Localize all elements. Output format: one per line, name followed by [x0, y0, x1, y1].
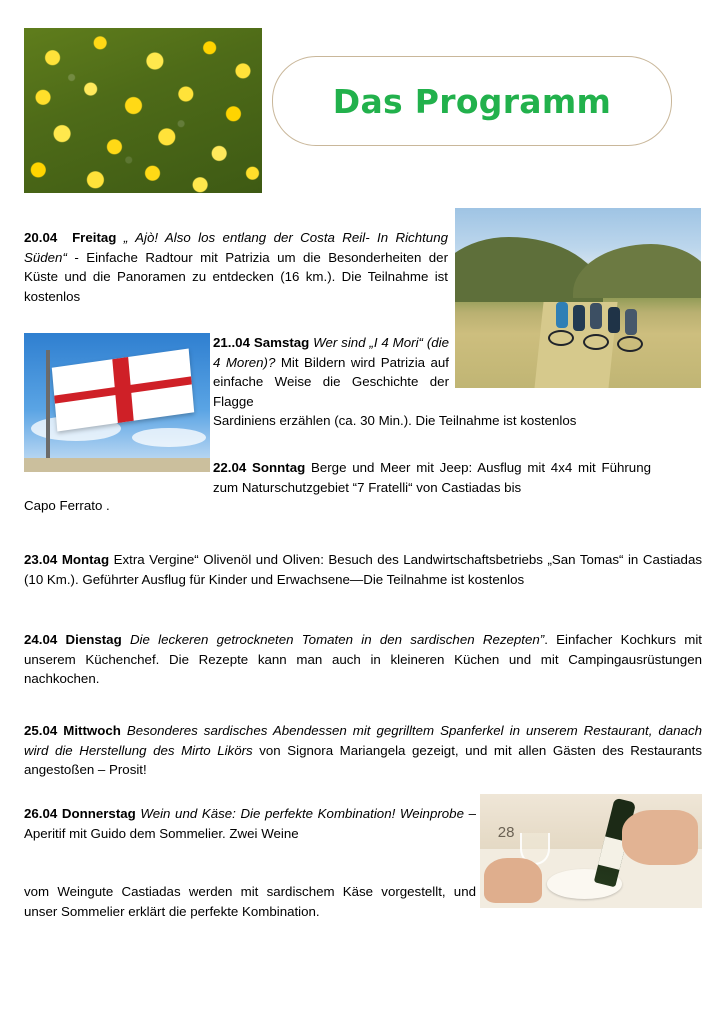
entry-date: 25.04: [24, 723, 58, 738]
entry-body: – Aperitif mit Guido dem Sommelier. Zwei Weine: [24, 806, 476, 841]
program-entry-2204-continued: [24, 496, 652, 516]
entry-body: von Signora Mariangela gezeigt, und mit allen Gästen des Restaurants angestoßen – Prosit!: [24, 742, 702, 777]
entry-weekday: Sonntag: [252, 460, 306, 475]
program-entry-2004: [24, 228, 448, 306]
program-entry-2504: [24, 721, 702, 780]
cyclist-figure: [625, 309, 637, 335]
entry-weekday: Dienstag: [65, 632, 122, 647]
flag-banner: [52, 349, 194, 432]
entry-weekday: Mittwoch: [63, 723, 121, 738]
entry-weekday: Donnerstag: [61, 806, 136, 821]
yellow-flowers-field-photo: [24, 28, 262, 193]
program-entry-2604-continued: [24, 882, 476, 921]
entry-quote: Wer sind „I 4 Mori“ (die 4 Moren)?: [213, 335, 449, 370]
flag-image-body: [24, 333, 210, 472]
cyclist-figure: [608, 307, 620, 333]
program-entry-2104-continued: [213, 411, 651, 431]
entry-date: 21..04: [213, 335, 250, 350]
hill-shape-secondary: [573, 244, 701, 298]
entry-weekday: Samstag: [253, 335, 310, 350]
entry-body-continued: Capo Ferrato .: [24, 498, 110, 513]
flag-pole: [46, 350, 50, 461]
wine-tasting-photo: [480, 794, 702, 908]
program-entry-2304: [24, 550, 702, 589]
entry-quote: „ Ajò! Also los entlang der Costa Reil- In Richtung Süden“: [24, 230, 448, 265]
table-number-label: 28: [497, 823, 515, 841]
cloud-shape: [132, 428, 206, 447]
cyclists-image-body: [455, 208, 701, 388]
entry-weekday: Montag: [61, 552, 110, 567]
entry-date: 23.04: [24, 552, 58, 567]
page-title: Das Programm: [332, 81, 612, 121]
entry-body-continued: Sardiniens erzählen (ca. 30 Min.). Die Teilnahme ist kostenlos: [213, 413, 577, 428]
page-title-container: [272, 56, 672, 146]
entry-body: Mit Bildern wird Patrizia auf einfache Weise die Geschichte der Flagge: [213, 354, 449, 409]
program-entry-2104: [213, 333, 449, 411]
program-entry-2404: [24, 630, 702, 689]
wine-image-body: [480, 794, 702, 908]
cyclist-figure: [590, 303, 602, 329]
hand-shape: [622, 810, 697, 865]
entry-body-continued: vom Weingute Castiadas werden mit sardischem Käse vorgestellt, und unser Sommelier erklärt die perfekte Kombination.: [24, 884, 476, 919]
program-entry-2204: [213, 458, 651, 497]
hand-shape-secondary: [484, 858, 542, 904]
entry-date: 22.04: [213, 460, 247, 475]
program-entry-2604: [24, 804, 476, 843]
entry-date: 24.04: [24, 632, 58, 647]
cyclists-group-photo: [455, 208, 701, 388]
sardinia-flag-photo: [24, 333, 210, 472]
entry-quote: Die leckeren getrockneten Tomaten in den sardischen Rezepten”: [129, 632, 545, 647]
bicycle-shape: [583, 334, 609, 350]
entry-quote: Wein und Käse: Die perfekte Kombination! Weinprobe: [140, 806, 464, 821]
flowers-image-body: [24, 28, 262, 193]
entry-weekday: Freitag: [72, 230, 117, 245]
entry-body: . Einfacher Kochkurs mit unserem Küchenchef. Die Rezepte kann man auch in kleineren Küchen und mit Campingausrüstungen nachkochen.: [24, 632, 702, 686]
cyclist-figure: [573, 305, 585, 331]
entry-body: Berge und Meer mit Jeep: Ausflug mit 4x4 mit Führung zum Naturschutzgebiet “7 Fratelli“ von Castiadas bis: [213, 460, 651, 495]
entry-body: - Einfache Radtour mit Patrizia um die Besonderheiten der Küste und die Panoramen zu entdecken (16 km.). Die Teilnahme ist kostenlos: [24, 249, 448, 304]
cyclist-figure: [556, 302, 568, 328]
entry-body: Extra Vergine“ Olivenöl und Oliven: Besuch des Landwirtschaftsbetriebs „San Tomas“ in Castiadas (10 Km.). Geführter Ausflug für Kinder und Erwachsene—Die Teilnahme ist kostenlos: [24, 552, 702, 587]
entry-quote: Besonderes sardisches Abendessen mit gegrilltem Spanferkel in unserem Restaurant, danach wird die Herstellung des Mirto Likörs: [24, 723, 702, 758]
entry-date: 20.04: [24, 230, 58, 245]
ground-shape: [24, 458, 210, 472]
bicycle-shape: [617, 336, 643, 352]
entry-date: 26.04: [24, 806, 58, 821]
